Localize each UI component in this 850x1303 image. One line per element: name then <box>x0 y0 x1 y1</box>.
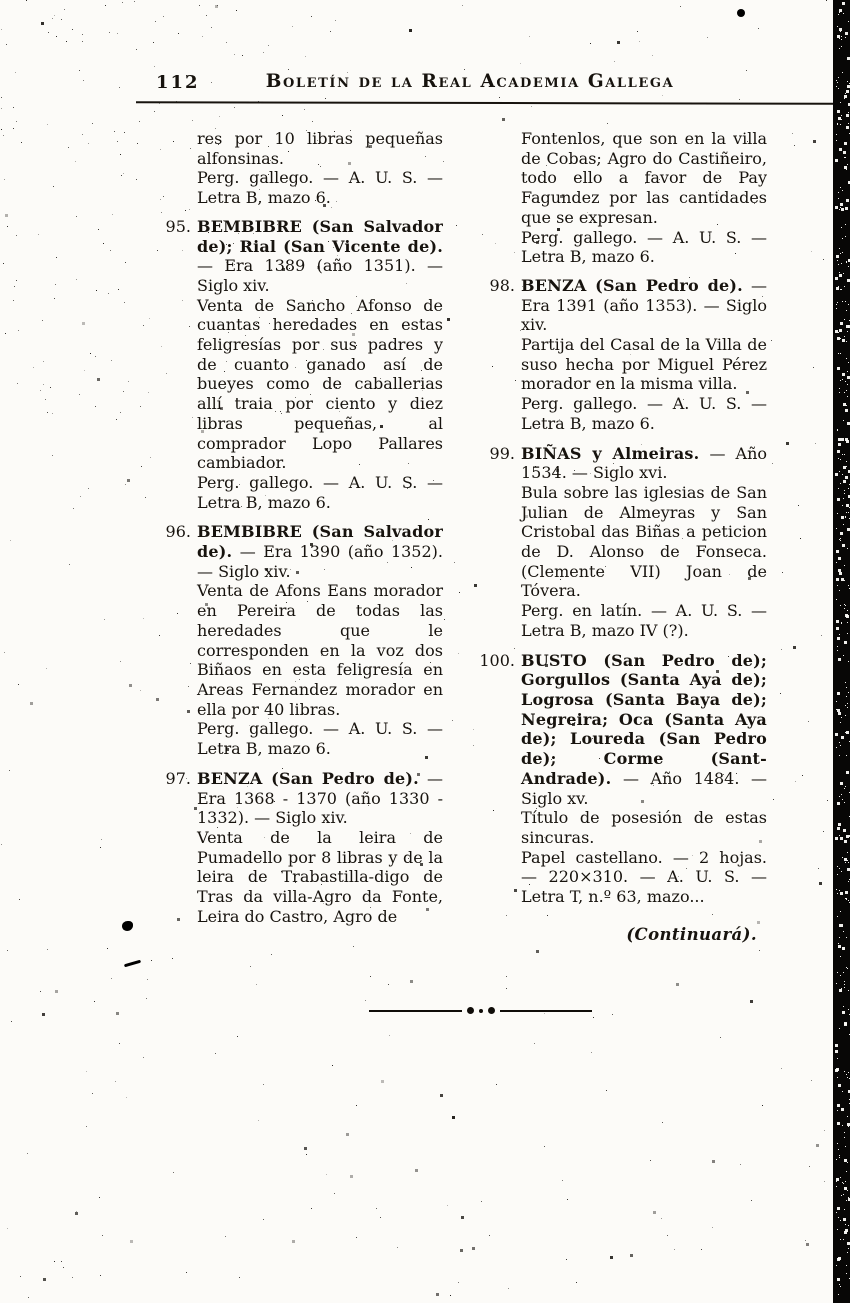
ornament-line-right <box>500 1010 593 1012</box>
continuara-note: (Continuará). <box>626 924 757 944</box>
divider-ornament <box>369 1007 592 1014</box>
entry-body: Venta de Sancho Afonso de cuantas heredades en estas feligresías por sus padres y de cuanto ganado así de bueyes como de caballerias allí traia por ciento y diez libras pequeñas, al comprador Lopo Pallares cambiador. <box>197 295 443 473</box>
ink-blob <box>122 921 133 931</box>
ink-mark <box>124 960 141 968</box>
right-column <box>479 129 768 944</box>
ornament-dot <box>479 1009 483 1013</box>
entry-title: BEMBIBRE (San Salvador de). <box>197 522 443 562</box>
entry-era: — Era 1391 (año 1353). — Siglo xiv. <box>521 275 767 335</box>
entry-number: 97. <box>165 768 191 788</box>
entry-number: 95. <box>165 216 191 236</box>
entry-heading <box>521 651 767 809</box>
journal-title: Boletín de la Real Academia Gallega <box>265 71 675 92</box>
entry-heading <box>521 444 767 483</box>
catalog-entry-100 <box>479 650 767 907</box>
entry-heading <box>197 522 443 581</box>
entry-number: 99. <box>489 443 515 463</box>
entry-body: Bula sobre las iglesias de San Julian de Almeyras y San Cristobal das Biñas a peticion de D. Alonso de Fonseca. (Clemente VII) Joan de Tóvera. <box>521 482 767 601</box>
entry-title: BUSTO (San Pedro de); Gorgullos (Santa Aya de); Logrosa (Santa Baya de); Negreira; Oca (Santa Aya de); Loureda (San Pedro de); Corme (Sant-Andrade). <box>521 650 767 788</box>
entry-title: BENZA (San Pedro de). <box>521 275 743 295</box>
entry-number: 100. <box>479 650 515 670</box>
entry-era: — Era 1389 (año 1351). — Siglo xiv. <box>197 256 443 295</box>
entry-era: — Era 1368 - 1370 (año 1330 - 1332). — Siglo xiv. <box>197 768 443 828</box>
entry-title: BENZA (San Pedro de). <box>197 768 419 788</box>
continuation-paragraph <box>521 129 767 267</box>
catalog-entry-98 <box>489 275 767 434</box>
entry-body: Venta de Afons Eans morador en Pereira de todas las heredades que le corresponden en la voz dos Biñaos en esta feligresía en Areas Fernandez morador en ella por 40 libras. <box>197 581 443 719</box>
header-rule <box>136 101 833 104</box>
catalog-entry-96 <box>165 522 443 759</box>
paragraph-text: Fontenlos, que son en la villa de Cobas; Agro do Castiñeiro, todo ello a favor de Pay Fagundez por las cantidades que se expresan. <box>521 129 767 227</box>
entry-number: 98. <box>489 275 515 295</box>
entry-body: Partija del Casal de la Villa de suso hecha por Miguel Pérez morador en la misma villa. <box>521 335 767 394</box>
entry-reference: Papel castellano. — 2 hojas. — 220×310. — A. U. S. — Letra T, n.º 63, mazo... <box>521 847 767 907</box>
entry-title: BEMBIBRE (San Salvador de); Rial (San Vicente de). <box>197 216 443 256</box>
ornament-dot <box>467 1007 474 1014</box>
entry-era: — Año 1484. — Siglo xv. <box>521 768 767 808</box>
entry-era: — Año 1534. — Siglo xvi. <box>521 443 768 483</box>
page-number: 112 <box>156 72 200 93</box>
paragraph-text: res por 10 libras pequeñas alfonsinas. <box>197 129 443 168</box>
entry-heading <box>197 217 443 296</box>
scan-noise <box>0 0 1 1</box>
entry-reference: Perg. gallego. — A. U. S. — Letra B, mazo 6. <box>197 472 443 512</box>
ornament-line-left <box>369 1010 462 1012</box>
entry-heading <box>197 769 443 828</box>
left-column <box>165 129 443 936</box>
entry-number: 96. <box>165 522 191 542</box>
entry-era: — Era 1390 (año 1352). — Siglo xiv. <box>197 542 443 581</box>
reference-line: Perg. gallego. — A. U. S. — Letra B, mazo 6. <box>197 168 443 208</box>
catalog-entry-97 <box>165 768 443 927</box>
entry-title: BIÑAS y Almeiras. <box>521 443 700 463</box>
entry-heading <box>521 276 767 335</box>
catalog-entry-95 <box>165 216 443 513</box>
binding-strip <box>833 0 850 1303</box>
ink-blob <box>737 9 745 17</box>
reference-line: Perg. gallego. — A. U. S. — Letra B, mazo 6. <box>521 227 767 267</box>
continuation-paragraph <box>197 129 443 208</box>
ornament-dot <box>488 1007 495 1014</box>
catalog-entry-99 <box>489 443 768 641</box>
entry-body: Venta de la leira de Pumadello por 8 libras y de la leira de Trabastilla-digo de Tras da villa-Agro da Fonte, Leira do Castro, Agro de <box>197 827 443 926</box>
entry-reference: Perg. gallego. — A. U. S. — Letra B, mazo 6. <box>521 394 767 433</box>
entry-reference: Perg. gallego. — A. U. S. — Letra B, mazo 6. <box>197 719 443 759</box>
entry-body: Título de posesión de estas sincuras. <box>521 808 767 847</box>
entry-reference: Perg. en latín. — A. U. S. — Letra B, mazo IV (?). <box>521 601 767 640</box>
